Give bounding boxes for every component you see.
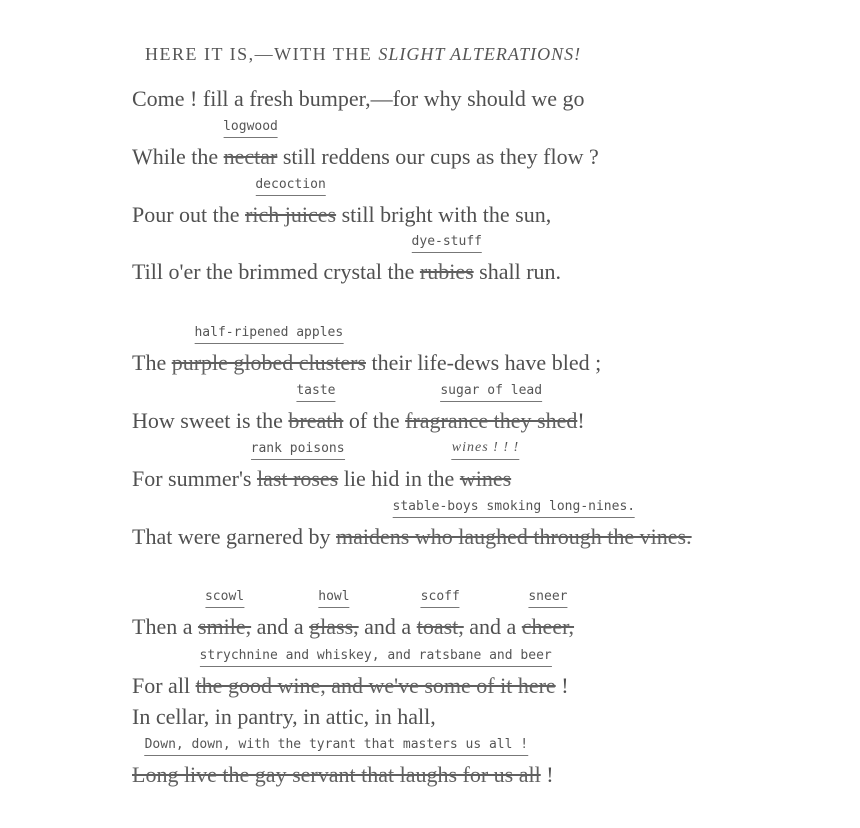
poem-line (132, 383, 585, 434)
line-text: In cellar, in pantry, in attic, in hall, (132, 704, 436, 729)
line-text: While the (132, 144, 219, 169)
struck-text: smile, (197, 614, 252, 639)
line-text: of the (348, 408, 400, 433)
struck-text: wines (459, 466, 512, 491)
line-text: Till o'er the brimmed crystal the (132, 259, 415, 284)
line-text: and a (469, 614, 517, 639)
poem-line (132, 648, 569, 699)
amended-phrase (132, 737, 541, 788)
struck-text: breath (288, 408, 344, 433)
amended-phrase (288, 383, 344, 434)
line-text: Then a (132, 614, 193, 639)
struck-text: toast, (416, 614, 464, 639)
amended-phrase (245, 177, 337, 228)
struck-text: rich juices (245, 202, 337, 227)
line-text: ! (561, 673, 569, 698)
annotation: howl (318, 589, 349, 608)
annotation: wines ! ! ! (452, 440, 519, 460)
poem-line (132, 234, 562, 285)
amended-phrase (411, 234, 482, 285)
struck-text: Long live the gay servant that laughs for us all (132, 762, 541, 787)
line-text: Come ! fill a fresh bumper,—for why should we go (132, 86, 585, 111)
amended-phrase (309, 589, 359, 640)
amended-phrase (223, 119, 278, 170)
annotation: dye-stuff (412, 234, 482, 253)
amended-phrase (195, 648, 556, 699)
title-italic: SLIGHT ALTERATIONS! (378, 44, 582, 64)
struck-text: purple globed clusters (171, 350, 366, 375)
amended-phrase (521, 589, 575, 640)
line-text: their life-dews have bled ; (371, 350, 602, 375)
annotation: decoction (255, 177, 325, 196)
line-text: still bright with the sun, (341, 202, 552, 227)
annotation: sugar of lead (440, 383, 542, 402)
struck-text: glass, (309, 614, 359, 639)
struck-text: last roses (256, 466, 339, 491)
poem-line (132, 119, 599, 170)
annotation: rank poisons (251, 441, 345, 460)
line-text: For all (132, 673, 191, 698)
amended-phrase (250, 441, 345, 492)
annotation: Down, down, with the tyrant that masters us all ! (145, 737, 529, 756)
poem-line (132, 737, 554, 788)
annotation: strychnine and whiskey, and ratsbane and beer (200, 648, 552, 667)
line-text: and a (256, 614, 304, 639)
line-text: That were garnered by (132, 524, 331, 549)
annotation: logwood (223, 119, 278, 138)
line-text: and a (364, 614, 412, 639)
line-text: Pour out the (132, 202, 240, 227)
struck-text: the good wine, and we've some of it here (195, 673, 556, 698)
amended-phrase (171, 325, 366, 376)
poem-line (132, 704, 436, 730)
struck-text: fragrance they shed (405, 408, 578, 433)
poem-title (145, 44, 581, 65)
struck-text: nectar (223, 144, 278, 169)
poem-line (132, 499, 692, 550)
title-prefix: HERE IT IS,—WITH THE (145, 44, 373, 64)
line-text: shall run. (479, 259, 562, 284)
annotation: half-ripened apples (194, 325, 343, 344)
annotation: scoff (421, 589, 460, 608)
amended-phrase (451, 440, 520, 492)
amended-phrase (405, 383, 578, 434)
line-text: The (132, 350, 167, 375)
line-text: ! (546, 762, 554, 787)
poem-line (132, 325, 602, 376)
line-text: For summer's (132, 466, 252, 491)
struck-text: cheer, (521, 614, 575, 639)
annotation: sneer (528, 589, 567, 608)
line-text: How sweet is the (132, 408, 283, 433)
line-text: still reddens our cups as they flow ? (282, 144, 599, 169)
poem-line (132, 86, 584, 112)
amended-phrase (197, 589, 252, 640)
struck-text: rubies (419, 259, 474, 284)
line-text: ! (577, 408, 585, 433)
annotation: stable-boys smoking long-nines. (392, 499, 635, 518)
amended-phrase (416, 589, 464, 640)
annotation: scowl (205, 589, 244, 608)
struck-text: maidens who laughed through the vines. (336, 524, 692, 549)
line-text: lie hid in the (343, 466, 455, 491)
poem-line (132, 440, 520, 492)
annotation: taste (296, 383, 335, 402)
poem-line (132, 177, 552, 228)
poem-line (132, 589, 575, 640)
amended-phrase (336, 499, 692, 550)
